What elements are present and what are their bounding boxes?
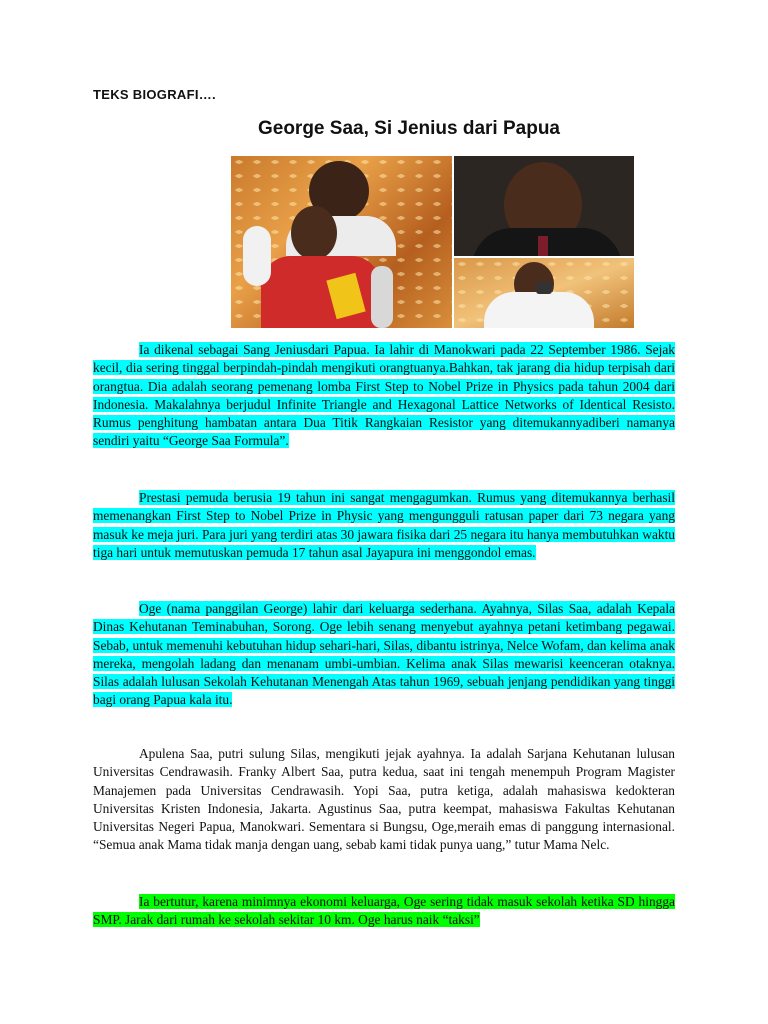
photo-white-shirt xyxy=(454,258,634,328)
photo-red-jacket xyxy=(231,156,452,328)
paragraph-1-text: Ia dikenal sebagai Sang Jeniusdari Papua. Ia lahir di Manokwari pada 22 September 1986. Sejak kecil, dia sering tinggal berpindah-pindah mengikuti orangtuanya.Bahkan, tak jarang dia hidup terpisah dari orangtua. Dia adalah seorang pemenang lomba First Step to Nobel Prize in Physics pada tahun 2004 dari Indonesia. Makalahnya berjudul Infinite Triangle and Hexagonal Lattice Networks of Identical Resisto. Rumus penghitung hambatan antara Dua Titik Rangkaian Resistor yang ditemukannyadiberi namanya sendiri yaitu “George Saa Formula”. xyxy=(93,342,675,449)
document-title: George Saa, Si Jenius dari Papua xyxy=(257,118,560,139)
paragraph-4 xyxy=(93,745,675,855)
paragraph-2 xyxy=(93,489,675,562)
photo-collage xyxy=(231,156,634,328)
paragraph-5-text: Ia bertutur, karena minimnya ekonomi keluarga, Oge sering tidak masuk sekolah ketika SD hingga SMP. Jarak dari rumah ke sekolah sekitar 10 km. Oge harus naik “taksi” xyxy=(93,894,675,928)
photo-suit xyxy=(454,156,634,256)
paragraph-3-text: Oge (nama panggilan George) lahir dari keluarga sederhana. Ayahnya, Silas Saa, adalah Kepala Dinas Kehutanan Teminabuhan, Sorong. Oge lebih senang menyebut ayahnya petani ketimbang pegawai. Sebab, untuk memenuhi kebutuhan hidup sehari-hari, Silas, dibantu istrinya, Nelce Wofam, dan kelima anak mereka, mengolah ladang dan menanam umbi-umbian. Kelima anak Silas mewarisi keenceran otaknya. Silas adalah lulusan Sekolah Kehutanan Menengah Atas tahun 1969, sebuah jenjang pendidikan yang tinggi bagi orang Papua kala itu. xyxy=(93,601,675,708)
document-label: TEKS BIOGRAFI…. xyxy=(93,87,216,102)
paragraph-4-text: Apulena Saa, putri sulung Silas, mengikuti jejak ayahnya. Ia adalah Sarjana Kehutanan lulusan Universitas Cendrawasih. Franky Albert Saa, putra kedua, saat ini tengah menempuh Program Magister Manajemen pada Universitas Cendrawasih. Yopi Saa, putra ketiga, adalah mahasiswa kedokteran Universitas Kristen Indonesia, Jakarta. Agustinus Saa, putra keempat, mahasiswa Fakultas Kehutanan Universitas Negeri Papua, Manokwari. Sementara si Bungsu, Oge,meraih emas di panggung internasional. “Semua anak Mama tidak manja dengan uang, sebab kami tidak punya uang,” tutur Mama Nelc. xyxy=(93,746,675,853)
paragraph-1 xyxy=(93,341,675,451)
paragraph-2-text: Prestasi pemuda berusia 19 tahun ini sangat mengagumkan. Rumus yang ditemukannya berhasil memenangkan First Step to Nobel Prize in Physic yang mengungguli ratusan paper dari 73 negara yang masuk ke meja juri. Para juri yang terdiri atas 30 jawara fisika dari 25 negara itu hanya membutuhkan waktu tiga hari untuk memutuskan pemuda 17 tahun asal Jayapura ini menggondol emas. xyxy=(93,490,675,560)
paragraph-3 xyxy=(93,600,675,710)
paragraph-5 xyxy=(93,893,675,930)
